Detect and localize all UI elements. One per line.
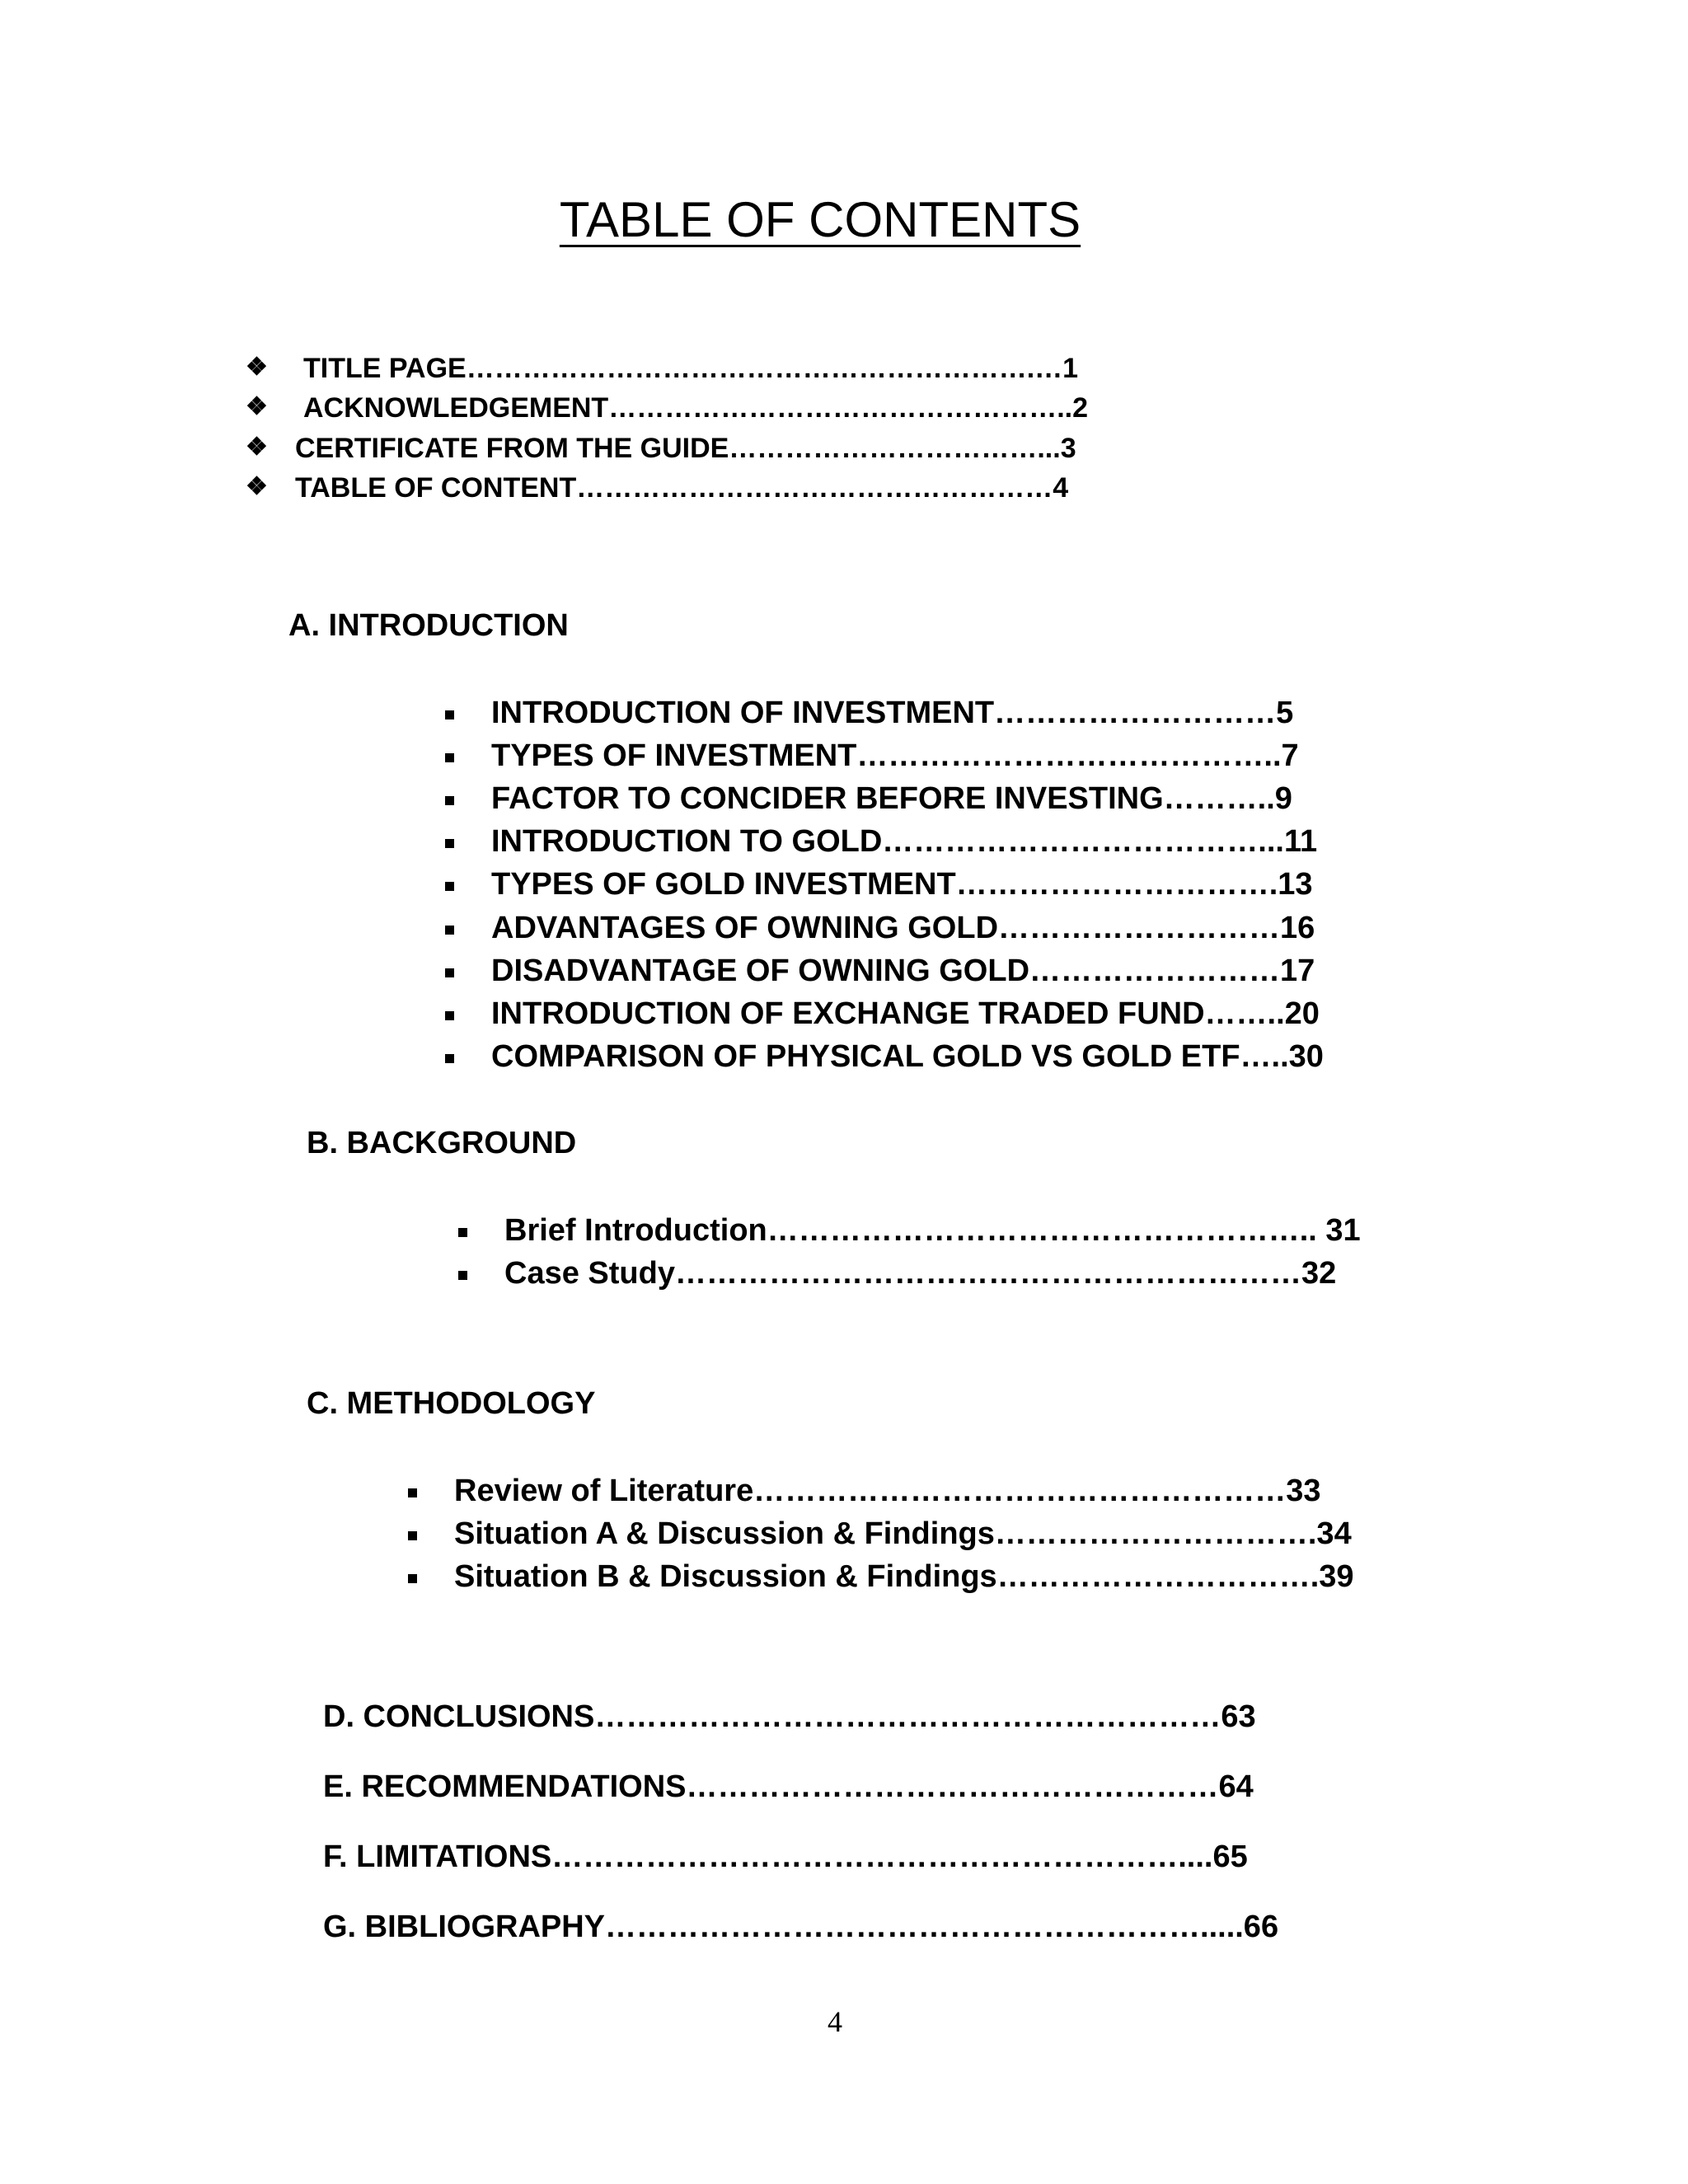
square-bullet-icon <box>458 1271 467 1280</box>
toc-item-label: TYPES OF INVESTMENT…………………………………..7 <box>491 738 1299 773</box>
square-bullet-icon <box>445 968 454 977</box>
toc-item-label: COMPARISON OF PHYSICAL GOLD VS GOLD ETF…..30 <box>491 1039 1324 1074</box>
section-heading-methodology[interactable]: C. METHODOLOGY <box>307 1386 596 1421</box>
toc-entry-label: TITLE PAGE…………………………………………………….…1 <box>303 353 1079 384</box>
toc-entry-label: TABLE OF CONTENT……………………………………………4 <box>295 472 1069 504</box>
diamond-bullet-icon: ❖ <box>246 354 268 381</box>
toc-entry-bibliography[interactable]: G. BIBLIOGRAPHY………………………………………………….....66 <box>323 1910 1279 1944</box>
square-bullet-icon <box>445 796 454 805</box>
toc-entry-label: CERTIFICATE FROM THE GUIDE……………………………...3 <box>295 433 1076 464</box>
toc-item-label: Situation A & Discussion & Findings………………………….34 <box>454 1516 1352 1551</box>
toc-item-label: INTRODUCTION OF EXCHANGE TRADED FUND……..20 <box>491 996 1320 1031</box>
square-bullet-icon <box>408 1574 417 1583</box>
toc-item-label: Situation B & Discussion & Findings………………………….39 <box>454 1559 1354 1594</box>
square-bullet-icon <box>458 1228 467 1237</box>
page-title: TABLE OF CONTENTS <box>559 192 1081 247</box>
square-bullet-icon <box>445 1011 454 1020</box>
square-bullet-icon <box>445 882 454 891</box>
toc-entry-label: ACKNOWLEDGEMENT…………………………………………..2 <box>303 392 1088 424</box>
toc-item-label: Case Study……………………………………………………32 <box>504 1256 1337 1291</box>
toc-item-label: Review of Literature……………………………………………33 <box>454 1474 1321 1508</box>
square-bullet-icon <box>408 1531 417 1540</box>
toc-entry-limitations[interactable]: F. LIMITATIONS……………………………………………………....65 <box>323 1840 1248 1874</box>
square-bullet-icon <box>445 1054 454 1063</box>
toc-item-label: ADVANTAGES OF OWNING GOLD………………………16 <box>491 911 1315 945</box>
diamond-bullet-icon: ❖ <box>246 473 268 500</box>
toc-item-label: Brief Introduction…………………………………………….. 31 <box>504 1213 1361 1248</box>
square-bullet-icon <box>445 839 454 848</box>
toc-item-label: FACTOR TO CONCIDER BEFORE INVESTING………..9 <box>491 781 1292 816</box>
toc-entry-conclusions[interactable]: D. CONCLUSIONS……………………………………………………63 <box>323 1699 1256 1734</box>
section-heading-introduction[interactable]: A. INTRODUCTION <box>288 608 569 643</box>
toc-item-label: INTRODUCTION OF INVESTMENT………………………5 <box>491 696 1294 730</box>
page-number: 4 <box>828 2005 842 2038</box>
section-heading-background[interactable]: B. BACKGROUND <box>307 1126 577 1160</box>
toc-item-label: INTRODUCTION TO GOLD………………………………...11 <box>491 824 1318 859</box>
toc-entry-recommendations[interactable]: E. RECOMMENDATIONS……………………………………………64 <box>323 1769 1254 1804</box>
square-bullet-icon <box>445 753 454 762</box>
toc-item-label: TYPES OF GOLD INVESTMENT………………………….13 <box>491 867 1313 902</box>
square-bullet-icon <box>408 1488 417 1497</box>
square-bullet-icon <box>445 710 454 719</box>
square-bullet-icon <box>445 926 454 935</box>
toc-item-label: DISADVANTAGE OF OWNING GOLD……………………17 <box>491 954 1315 988</box>
diamond-bullet-icon: ❖ <box>246 393 268 420</box>
diamond-bullet-icon: ❖ <box>246 434 268 461</box>
